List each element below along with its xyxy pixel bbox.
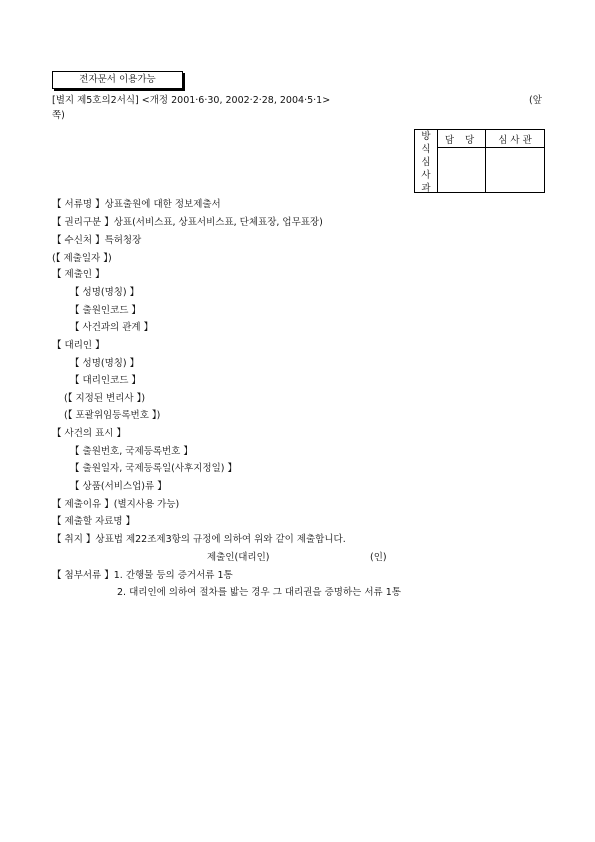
charge-header: 담 당	[438, 130, 486, 148]
agent-line: 【 대리인 】	[52, 340, 105, 351]
material-name-line: 【 제출할 자료명 】	[52, 516, 136, 527]
submit-reason-line: 【 제출이유 】(별지사용 가능)	[52, 499, 180, 510]
agent-name-line: 【 성명(명칭) 】	[70, 358, 140, 369]
application-date-line: 【 출원일자, 국제등록일(사후지정일) 】	[70, 463, 237, 474]
right-type-line: 【 권리구분 】상표(서비스표, 상표서비스표, 단체표장, 업무표장)	[52, 217, 323, 228]
attachment-line-1: 【 첨부서류 】1. 간행물 등의 증거서류 1통	[52, 570, 233, 581]
page-side-note-1: (앞	[529, 95, 542, 106]
submitter-name-line: 【 성명(명칭) 】	[70, 287, 140, 298]
method-review-label: 방식심사과	[421, 131, 431, 192]
form-number: [별지 제5호의2서식] <개정 2001·6·30, 2002·2·28, 2004·5·1>	[52, 95, 331, 106]
agent-code-line: 【 대리인코드 】	[70, 375, 141, 386]
signer-label: 제출인(대리인)	[207, 552, 270, 563]
case-indication-line: 【 사건의 표시 】	[52, 428, 126, 439]
goods-class-line: 【 상품(서비스업)류 】	[70, 481, 167, 492]
comprehensive-delegation-line: (【 포괄위임등록번호 】)	[64, 410, 161, 421]
charge-sign-cell[interactable]	[438, 148, 486, 193]
document-name-line: 【 서류명 】상표출원에 대한 정보제출서	[52, 199, 221, 210]
application-number-line: 【 출원번호, 국제등록번호 】	[70, 446, 193, 457]
relation-line: 【 사건과의 관계 】	[70, 322, 154, 333]
method-review-cell	[415, 130, 438, 193]
purpose-line: 【 취지 】상표법 제22조제3항의 규정에 의하여 위와 같이 제출합니다.	[52, 534, 346, 545]
electronic-document-badge: 전자문서 이용가능	[52, 71, 183, 89]
submitter-line: 【 제출인 】	[52, 269, 105, 280]
designated-attorney-line: (【 지정된 변리사 】)	[64, 393, 146, 404]
examiner-sign-cell[interactable]	[486, 148, 545, 193]
submit-date-line: (【 제출일자 】)	[52, 253, 112, 264]
recipient-line: 【 수신처 】특허청장	[52, 235, 142, 246]
seal-mark: (인)	[370, 552, 387, 563]
submitter-code-line: 【 출원인코드 】	[70, 305, 141, 316]
examiner-header: 심 사 관	[486, 130, 545, 148]
attachment-line-2: 2. 대리인에 의하여 절차를 밟는 경우 그 대리권을 증명하는 서류 1통	[117, 587, 401, 598]
page-side-note-2: 쪽)	[52, 110, 65, 121]
approval-table	[414, 129, 545, 193]
